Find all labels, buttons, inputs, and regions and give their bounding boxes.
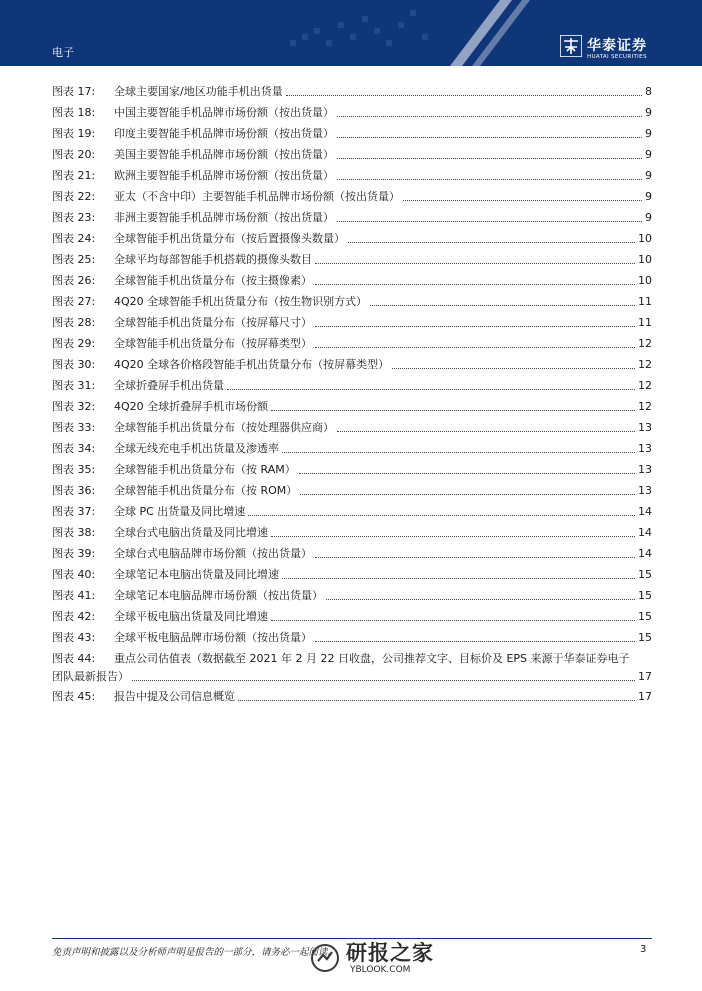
watermark-text-en: YBLOOK.COM (350, 965, 411, 975)
table-of-contents (52, 84, 652, 710)
huatai-logo-icon (560, 35, 582, 57)
toc-entry[interactable] (52, 105, 652, 126)
toc-entry-title[interactable]: 4Q20 全球智能手机出货量分布（按生物识别方式） (114, 295, 368, 308)
toc-entry-page[interactable]: 11 (638, 316, 652, 329)
toc-entry[interactable] (52, 231, 652, 252)
toc-entry[interactable] (52, 588, 652, 609)
toc-entry-label: 图表 29: (52, 337, 96, 350)
toc-leader-dots (403, 200, 642, 201)
toc-leader-dots (315, 263, 635, 264)
toc-entry-label: 图表 34: (52, 442, 96, 455)
toc-leader-dots (286, 95, 642, 96)
toc-entry-title[interactable]: 全球 PC 出货量及同比增速 (114, 505, 246, 518)
logo-text-en: HUATAI SECURITIES (587, 54, 647, 60)
toc-leader-dots (337, 221, 642, 222)
toc-entry[interactable] (52, 315, 652, 336)
toc-leader-dots (315, 557, 635, 558)
toc-entry-title[interactable]: 报告中提及公司信息概览 (114, 690, 235, 703)
watermark (310, 937, 470, 981)
toc-entry-page[interactable]: 9 (645, 148, 652, 161)
toc-entry-label: 图表 28: (52, 316, 96, 329)
toc-entry-page[interactable]: 10 (638, 232, 652, 245)
watermark-text-cn: 研报之家 (346, 941, 434, 965)
toc-leader-dots (348, 242, 635, 243)
toc-entry-page[interactable]: 14 (638, 526, 652, 539)
toc-entry-label: 图表 18: (52, 106, 96, 119)
toc-entry-title[interactable]: 4Q20 全球折叠屏手机市场份额 (114, 400, 269, 413)
toc-entry-page[interactable]: 13 (638, 484, 652, 497)
toc-entry-label: 图表 30: (52, 358, 96, 371)
toc-entry-title[interactable]: 非洲主要智能手机品牌市场份额（按出货量） (114, 211, 334, 224)
toc-leader-dots (337, 158, 642, 159)
toc-entry-page[interactable]: 14 (638, 547, 652, 560)
page-number: 3 (640, 944, 647, 955)
toc-entry-label: 图表 35: (52, 463, 96, 476)
toc-entry-title[interactable]: 全球平均每部智能手机搭载的摄像头数目 (114, 253, 312, 266)
toc-entry-label: 图表 41: (52, 589, 96, 602)
toc-entry-label: 图表 25: (52, 253, 96, 266)
header-decoration (250, 0, 550, 66)
toc-entry-page[interactable]: 9 (645, 211, 652, 224)
toc-entry-page[interactable]: 9 (645, 127, 652, 140)
toc-entry[interactable] (52, 378, 652, 399)
toc-entry-title[interactable]: 全球智能手机出货量分布（按 ROM） (114, 484, 298, 497)
toc-leader-dots (238, 700, 635, 701)
toc-entry-label: 图表 32: (52, 400, 96, 413)
toc-entry-page[interactable]: 9 (645, 190, 652, 203)
toc-entry[interactable] (52, 483, 652, 504)
toc-entry-title[interactable]: 全球智能手机出货量分布（按屏幕类型） (114, 337, 312, 350)
toc-entry-label: 图表 44: (52, 652, 96, 665)
toc-leader-dots (370, 305, 635, 306)
toc-entry-page[interactable]: 12 (638, 400, 652, 413)
toc-entry-page[interactable]: 15 (638, 589, 652, 602)
toc-leader-dots (299, 473, 635, 474)
toc-entry-page[interactable]: 17 (638, 670, 652, 683)
toc-entry-page[interactable]: 17 (638, 690, 652, 703)
toc-entry[interactable] (52, 462, 652, 483)
toc-leader-dots (271, 536, 635, 537)
toc-leader-dots (271, 410, 635, 411)
toc-entry[interactable] (52, 189, 652, 210)
toc-leader-dots (282, 578, 635, 579)
toc-entry[interactable] (52, 609, 652, 630)
toc-entry-label: 图表 31: (52, 379, 96, 392)
toc-leader-dots (337, 137, 642, 138)
toc-entry-title[interactable]: 全球智能手机出货量分布（按主摄像素） (114, 274, 312, 287)
toc-entry-title[interactable]: 4Q20 全球各价格段智能手机出货量分布（按屏幕类型） (114, 358, 390, 371)
toc-leader-dots (392, 368, 635, 369)
toc-entry-title[interactable]: 重点公司估值表（数据截至 2021 年 2 月 22 日收盘，公司推荐文字、目标价及 EPS 来源于华泰证券电子 (114, 652, 630, 665)
toc-leader-dots (300, 494, 635, 495)
toc-entry-label: 图表 43: (52, 631, 96, 644)
toc-entry-title[interactable]: 全球台式电脑出货量及同比增速 (114, 526, 268, 539)
toc-entry[interactable] (52, 399, 652, 420)
toc-entry-label: 图表 19: (52, 127, 96, 140)
toc-entry-title[interactable]: 印度主要智能手机品牌市场份额（按出货量） (114, 127, 334, 140)
toc-entry[interactable] (52, 168, 652, 189)
toc-entry-page[interactable]: 10 (638, 253, 652, 266)
toc-entry-title[interactable]: 全球折叠屏手机出货量 (114, 379, 224, 392)
toc-entry-label: 图表 21: (52, 169, 96, 182)
toc-entry-page[interactable]: 13 (638, 421, 652, 434)
toc-entry-label: 图表 39: (52, 547, 96, 560)
toc-entry-label: 图表 22: (52, 190, 96, 203)
toc-entry[interactable] (52, 630, 652, 651)
toc-entry-label: 图表 20: (52, 148, 96, 161)
toc-leader-dots (248, 515, 635, 516)
toc-entry[interactable] (52, 357, 652, 378)
toc-entry-title[interactable]: 中国主要智能手机品牌市场份额（按出货量） (114, 106, 334, 119)
toc-entry[interactable] (52, 651, 652, 689)
toc-leader-dots (132, 680, 635, 681)
toc-entry-label: 图表 36: (52, 484, 96, 497)
toc-entry[interactable] (52, 210, 652, 231)
toc-entry-title[interactable]: 全球无线充电手机出货量及渗透率 (114, 442, 279, 455)
toc-entry[interactable] (52, 525, 652, 546)
toc-leader-dots (282, 452, 635, 453)
toc-entry-page[interactable]: 11 (638, 295, 652, 308)
toc-entry[interactable] (52, 84, 652, 105)
toc-leader-dots (326, 599, 635, 600)
toc-entry-label: 图表 27: (52, 295, 96, 308)
toc-entry[interactable] (52, 567, 652, 588)
toc-leader-dots (337, 179, 642, 180)
toc-entry-title[interactable]: 美国主要智能手机品牌市场份额（按出货量） (114, 148, 334, 161)
toc-entry-title[interactable]: 全球笔记本电脑出货量及同比增速 (114, 568, 279, 581)
toc-entry-title[interactable]: 欧洲主要智能手机品牌市场份额（按出货量） (114, 169, 334, 182)
toc-entry-page[interactable]: 14 (638, 505, 652, 518)
logo-text-cn: 华泰证券 (587, 38, 647, 54)
toc-entry-title[interactable]: 全球智能手机出货量分布（按后置摄像头数量） (114, 232, 345, 245)
toc-entry[interactable] (52, 252, 652, 273)
toc-entry-page[interactable]: 15 (638, 631, 652, 644)
footer-disclaimer: 免责声明和披露以及分析师声明是报告的一部分，请务必一起阅读。 (52, 947, 338, 958)
toc-entry-title[interactable]: 全球平板电脑出货量及同比增速 (114, 610, 268, 623)
toc-entry-page[interactable]: 10 (638, 274, 652, 287)
section-label: 电子 (52, 46, 74, 59)
toc-entry-page[interactable]: 15 (638, 568, 652, 581)
watermark-logo-icon (310, 943, 340, 973)
toc-entry[interactable] (52, 294, 652, 315)
toc-entry[interactable] (52, 689, 652, 710)
toc-entry[interactable] (52, 147, 652, 168)
toc-entry-page[interactable]: 13 (638, 463, 652, 476)
toc-entry-title[interactable]: 全球笔记本电脑品牌市场份额（按出货量） (114, 589, 323, 602)
toc-leader-dots (315, 284, 635, 285)
toc-leader-dots (315, 641, 635, 642)
toc-entry-label: 图表 17: (52, 85, 96, 98)
toc-entry-label: 图表 26: (52, 274, 96, 287)
toc-entry-label: 图表 23: (52, 211, 96, 224)
toc-entry-page[interactable]: 15 (638, 610, 652, 623)
toc-leader-dots (227, 389, 635, 390)
toc-entry-title[interactable]: 全球平板电脑品牌市场份额（按出货量） (114, 631, 312, 644)
toc-entry-label: 图表 33: (52, 421, 96, 434)
toc-entry[interactable] (52, 336, 652, 357)
toc-leader-dots (315, 326, 635, 327)
toc-entry-page[interactable]: 9 (645, 106, 652, 119)
toc-leader-dots (337, 116, 642, 117)
toc-entry[interactable] (52, 441, 652, 462)
toc-entry-page[interactable]: 13 (638, 442, 652, 455)
huatai-logo (560, 33, 660, 63)
toc-entry-title[interactable]: 全球主要国家/地区功能手机出货量 (114, 85, 283, 98)
toc-entry-page[interactable]: 9 (645, 169, 652, 182)
toc-entry[interactable] (52, 420, 652, 441)
toc-entry-label: 图表 40: (52, 568, 96, 581)
toc-entry-label: 图表 38: (52, 526, 96, 539)
toc-entry-title-continued[interactable]: 团队最新报告） (52, 670, 129, 683)
toc-entry-title[interactable]: 全球智能手机出货量分布（按 RAM） (114, 463, 296, 476)
toc-entry-page[interactable]: 12 (638, 358, 652, 371)
toc-entry-label: 图表 24: (52, 232, 96, 245)
toc-entry-page[interactable]: 12 (638, 379, 652, 392)
toc-entry-title[interactable]: 全球智能手机出货量分布（按处理器供应商） (114, 421, 334, 434)
toc-entry-label: 图表 37: (52, 505, 96, 518)
toc-entry-page[interactable]: 8 (645, 85, 652, 98)
toc-entry-title[interactable]: 全球智能手机出货量分布（按屏幕尺寸） (114, 316, 312, 329)
toc-leader-dots (315, 347, 635, 348)
toc-entry-label: 图表 45: (52, 690, 96, 703)
toc-entry-page[interactable]: 12 (638, 337, 652, 350)
toc-leader-dots (271, 620, 635, 621)
toc-entry-title[interactable]: 全球台式电脑品牌市场份额（按出货量） (114, 547, 312, 560)
toc-entry[interactable] (52, 546, 652, 567)
toc-entry[interactable] (52, 504, 652, 525)
toc-entry[interactable] (52, 273, 652, 294)
toc-entry-title[interactable]: 亚太（不含中印）主要智能手机品牌市场份额（按出货量） (114, 190, 400, 203)
page-header (0, 0, 702, 66)
toc-leader-dots (337, 431, 635, 432)
toc-entry[interactable] (52, 126, 652, 147)
toc-entry-label: 图表 42: (52, 610, 96, 623)
